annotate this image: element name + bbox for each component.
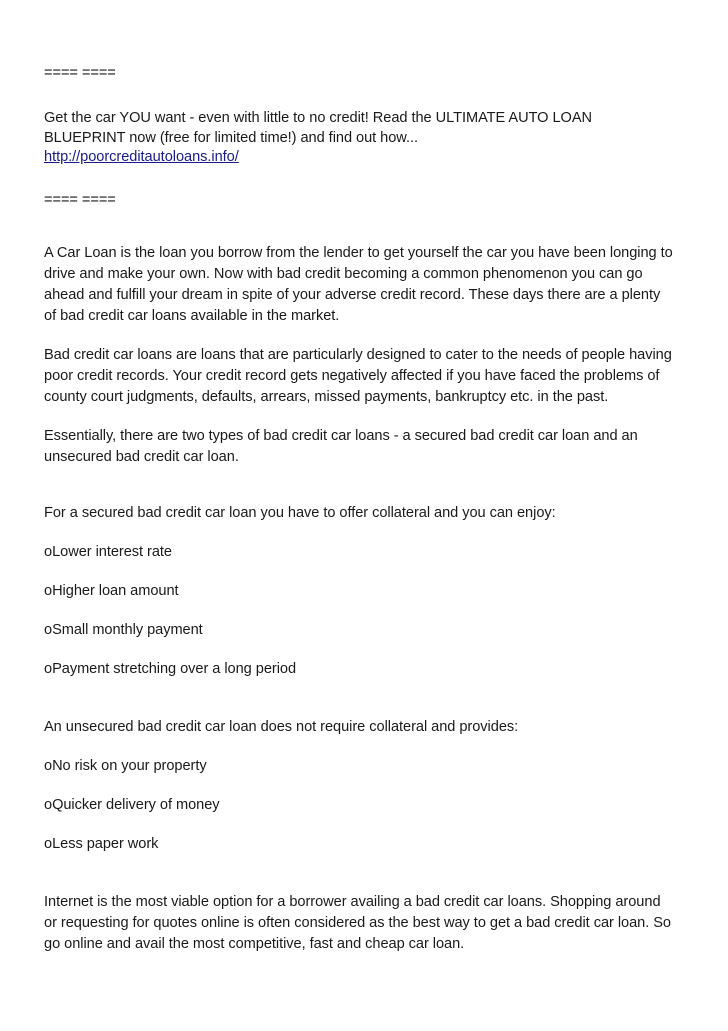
paragraph-line: Bad credit car loans are loans that are particularly designed to cater to the needs of people having xyxy=(44,347,672,363)
promo-line: Get the car YOU want - even with little to no credit! Read the ULTIMATE AUTO LOAN xyxy=(44,110,593,126)
list-item: oSmall monthly payment xyxy=(44,622,203,638)
separator-top: ==== ==== xyxy=(44,65,116,81)
paragraph-line: of bad credit car loans available in the market. xyxy=(44,308,340,324)
list-item: oQuicker delivery of money xyxy=(44,797,220,813)
list-item: oLower interest rate xyxy=(44,544,172,560)
paragraph-line: Essentially, there are two types of bad credit car loans - a secured bad credit car loan and an xyxy=(44,428,638,444)
paragraph-line: drive and make your own. Now with bad credit becoming a common phenomenon you can go xyxy=(44,266,643,282)
separator-bottom: ==== ==== xyxy=(44,192,116,208)
paragraph-line: or requesting for quotes online is often considered as the best way to get a bad credit car loan. So xyxy=(44,915,671,931)
paragraph-line: go online and avail the most competitive, fast and cheap car loan. xyxy=(44,936,465,952)
paragraph-line: ahead and fulfill your dream in spite of your adverse credit record. These days there are a plenty xyxy=(44,287,661,303)
list-item: oNo risk on your property xyxy=(44,758,207,774)
paragraph-line: poor credit records. Your credit record gets negatively affected if you have faced the problems of xyxy=(44,368,660,384)
paragraph-line: unsecured bad credit car loan. xyxy=(44,449,239,465)
list-item: oLess paper work xyxy=(44,836,159,852)
paragraph-line: county court judgments, defaults, arrears, missed payments, bankruptcy etc. in the past. xyxy=(44,389,609,405)
paragraph-line: Internet is the most viable option for a borrower availing a bad credit car loans. Shopping around xyxy=(44,894,661,910)
promo-line: BLUEPRINT now (free for limited time!) and find out how... xyxy=(44,130,418,146)
unsecured-intro: An unsecured bad credit car loan does not require collateral and provides: xyxy=(44,719,519,735)
secured-intro: For a secured bad credit car loan you have to offer collateral and you can enjoy: xyxy=(44,505,556,521)
list-item: oPayment stretching over a long period xyxy=(44,661,297,677)
promo-link[interactable]: http://poorcreditautoloans.info/ xyxy=(44,149,239,165)
list-item: oHigher loan amount xyxy=(44,583,179,599)
paragraph-line: A Car Loan is the loan you borrow from the lender to get yourself the car you have been longing to xyxy=(44,245,673,261)
